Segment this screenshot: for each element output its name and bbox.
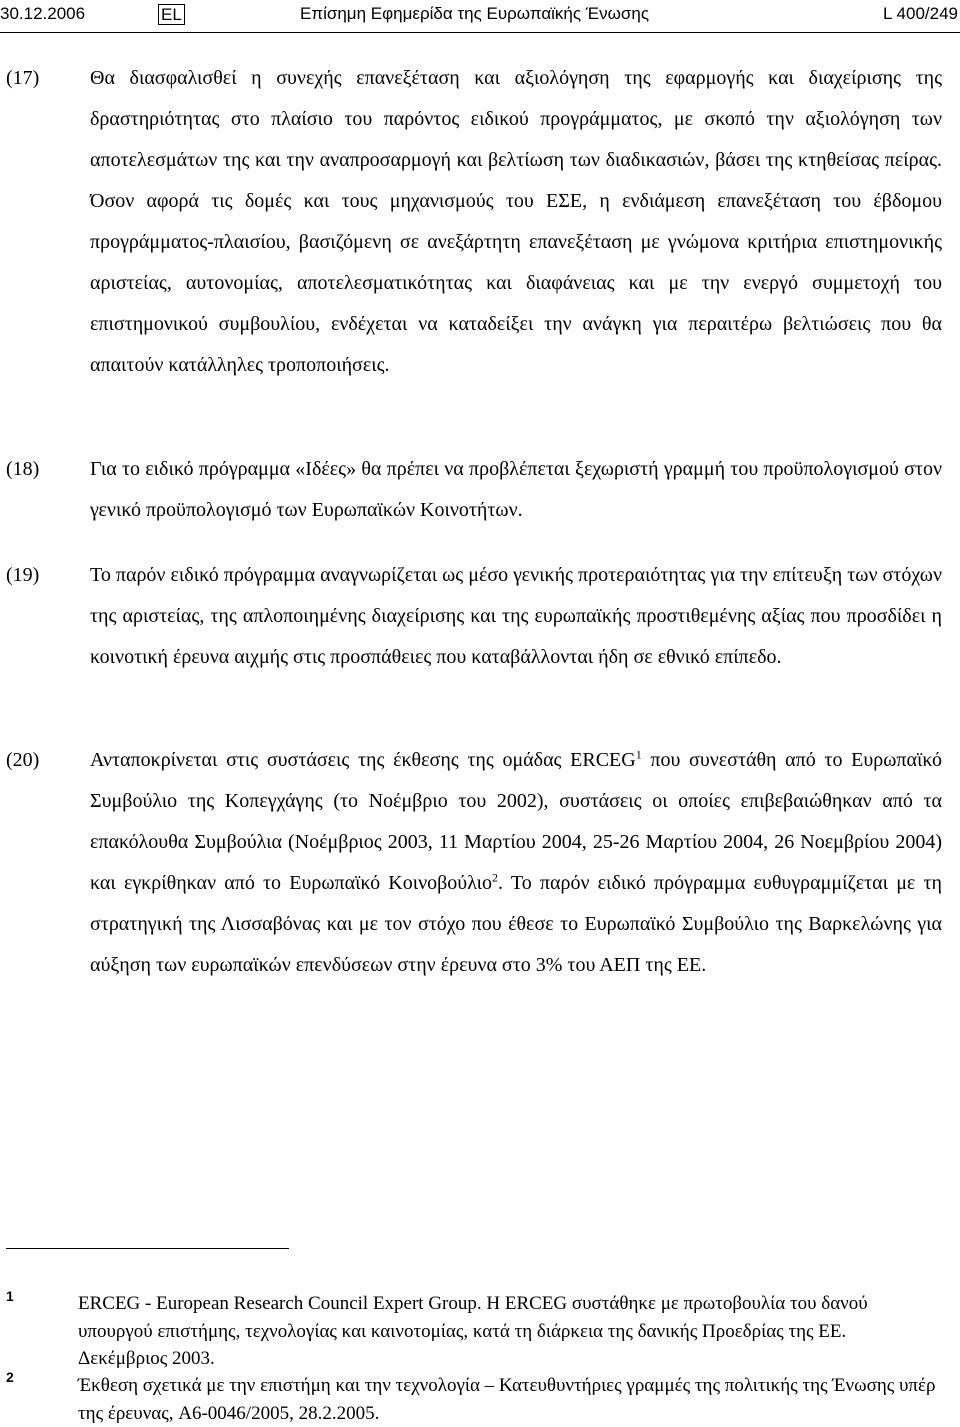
page-reference: L 400/249 — [883, 4, 958, 23]
footnote-number: 1 — [6, 1288, 14, 1304]
recital-text — [90, 740, 942, 986]
recital-text: Θα διασφαλισθεί η συνεχής επανεξέταση και αξιολόγηση της εφαρμογής και διαχείρισης της δραστηριότητας στο πλαίσιο του παρόντος ειδικού προγράμματος, με σκοπό την αξιολόγηση των αποτελεσμάτων της και την αναπροσαρμογή και βελτίωση των διαδικασιών, βάσει της κτηθείσας πείρας. Όσον αφορά τις δομές και τους μηχανισμούς του ΕΣΕ, η ενδιάμεση επανεξέταση του έβδομου προγράμματος-πλαισίου, βασιζόμενη σε ανεξάρτητη επανεξέταση με γνώμονα κριτήρια επιστημονικής αριστείας, αυτονομίας, αποτελεσματικότητας και διαφάνειας και με την ενεργό συμμετοχή του επιστημονικού συμβουλίου, ενδέχεται να καταδείξει την ανάγκη για περαιτέρω βελτιώσεις που θα απαιτούν κατάλληλες τροποποιήσεις. — [90, 67, 942, 376]
header-rule — [0, 32, 960, 33]
recital-number: (20) — [6, 749, 40, 771]
recital-text-part: . Το παρόν ειδικό πρόγραμμα ευθυγραμμίζεται με τη στρατηγική της Λισσαβόνας και με τον στόχο που έθεσε το Ευρωπαϊκό Συμβούλιο της Βαρκελώνης για αύξηση των ευρωπαϊκών επενδύσεων στην έρευνα στο 3% του ΑΕΠ της ΕΕ. — [90, 872, 942, 976]
recital-number: (17) — [6, 67, 40, 89]
publication-date: 30.12.2006 — [0, 4, 86, 23]
footnote-ref-2[interactable]: 2 — [492, 870, 499, 885]
recital-text-part: που συνεστάθη από το Ευρωπαϊκό Συμβούλιο της Κοπεγχάγης (το Νοέμβριο του 2002), συστάσεις οι οποίες επιβεβαιώθηκαν από τα επακόλουθα Συμβούλια (Νοέμβριος 2003, 11 Μαρτίου 2004, 25-26 Μαρτίου 2004, 26 Νοεμβρίου 2004) και εγκρίθηκαν από το Ευρωπαϊκό Κοινοβούλιο — [90, 749, 942, 894]
recital-number: (18) — [6, 458, 40, 480]
footnote-number: 2 — [6, 1369, 14, 1385]
language-code-box: EL — [158, 4, 185, 25]
recital-text-part: Ανταποκρίνεται στις συστάσεις της έκθεσης της ομάδας ERCEG — [90, 749, 636, 771]
footnote-text: ERCEG - European Research Council Expert Group. Η ERCEG συστάθηκε με πρωτοβουλία του δανού υπουργού επιστήμης, τεχνολογίας και καινοτομίας, κατά τη διάρκεια της δανικής Προεδρίας της ΕΕ. Δεκέμβριος 2003. — [78, 1293, 868, 1369]
footnote-ref-1[interactable]: 1 — [635, 747, 642, 762]
recital-text: Το παρόν ειδικό πρόγραμμα αναγνωρίζεται ως μέσο γενικής προτεραιότητας για την επίτευξη των στόχων της αριστείας, της απλοποιημένης διαχείρισης και της ευρωπαϊκής προστιθεμένης αξίας που προσδίδει η κοινοτική έρευνα αιχμής στις προσπάθειες που καταβάλλονται ήδη σε εθνικό επίπεδο. — [90, 564, 942, 668]
recital-number: (19) — [6, 564, 40, 586]
footnote-separator — [6, 1248, 289, 1249]
page-header — [0, 4, 960, 26]
journal-title: Επίσημη Εφημερίδα της Ευρωπαϊκής Ένωσης — [300, 4, 650, 23]
recital-text: Για το ειδικό πρόγραμμα «Ιδέες» θα πρέπει να προβλέπεται ξεχωριστή γραμμή του προϋπολογισμού στον γενικό προϋπολογισμό των Ευρωπαϊκών Κοινοτήτων. — [90, 458, 942, 521]
footnote-text: Έκθεση σχετικά με την επιστήμη και την τεχνολογία – Κατευθυντήριες γραμμές της πολιτικής της Ένωσης υπέρ της έρευνας, A6-0046/2005, 28.2.2005. — [78, 1375, 936, 1424]
